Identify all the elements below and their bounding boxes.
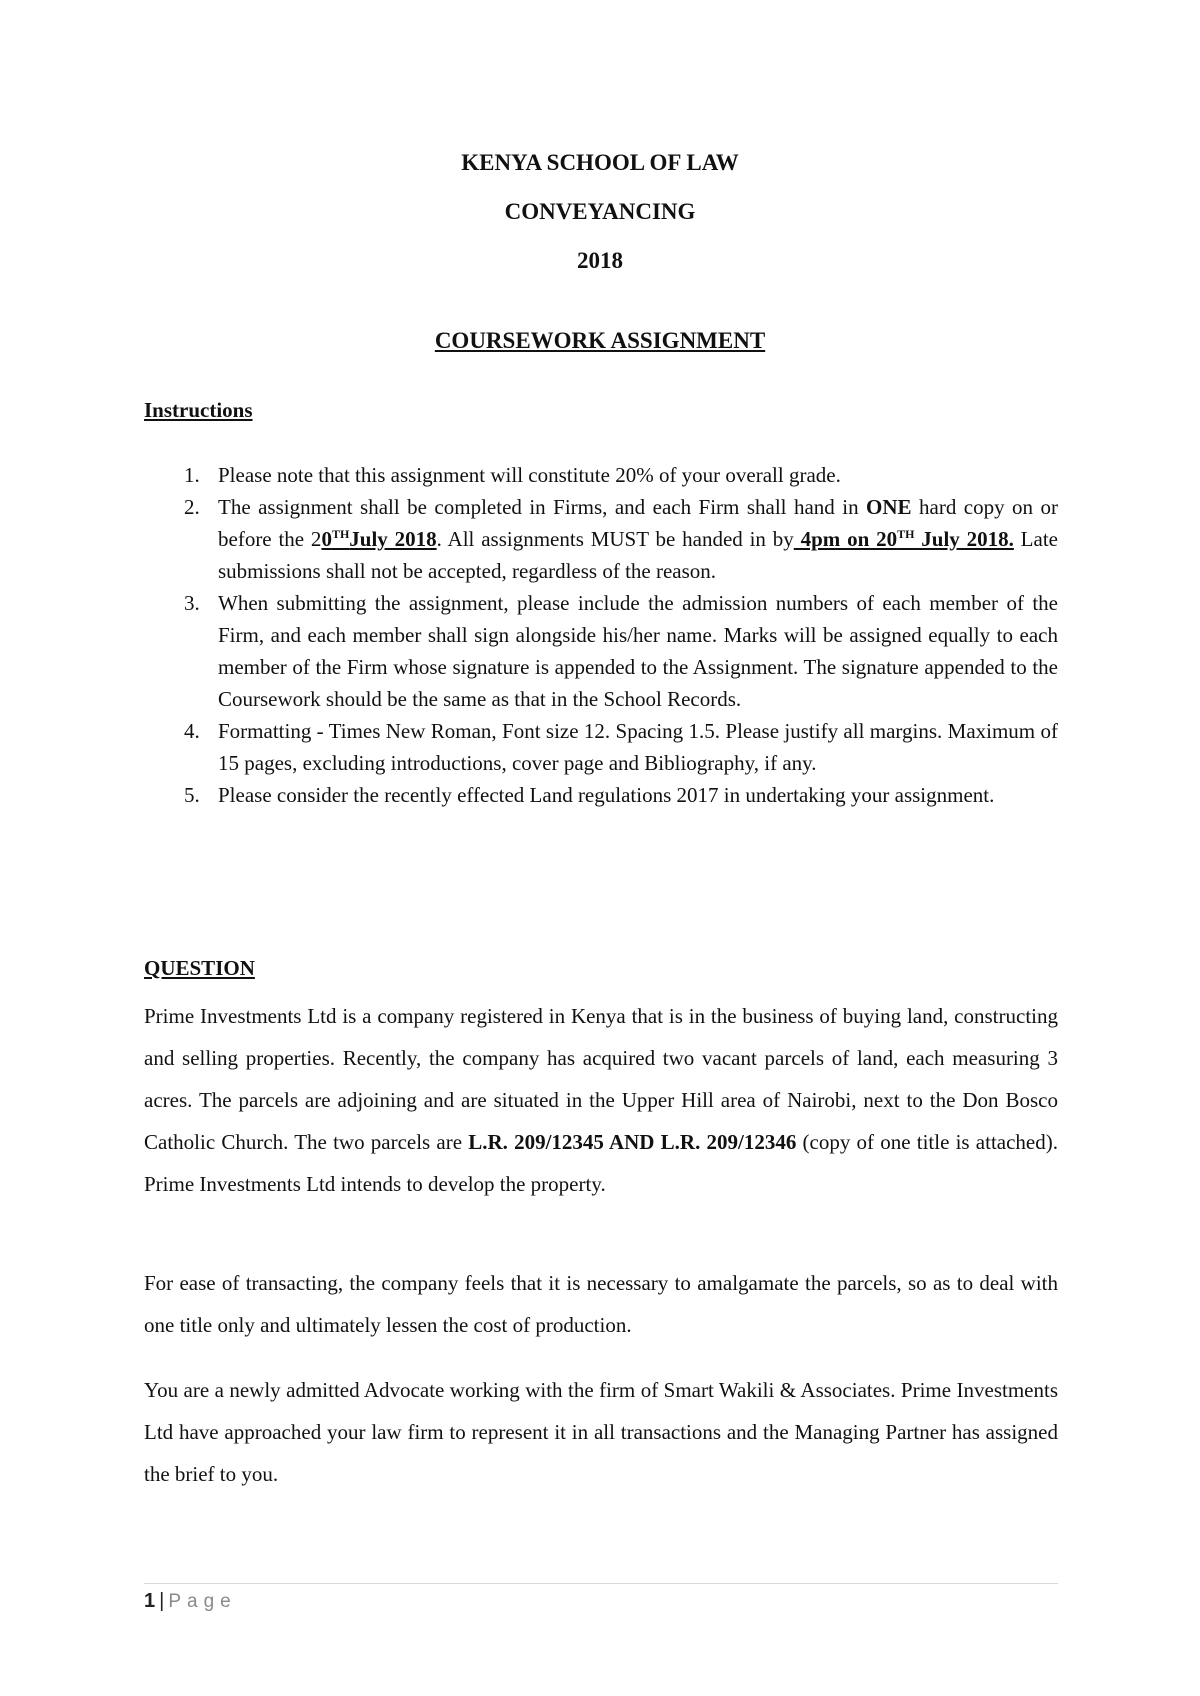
instruction-item-5 xyxy=(144,779,1058,811)
instruction-text-part: . All assignments MUST be handed in by xyxy=(436,527,794,551)
instruction-text-part: hard copy on or before the 2 xyxy=(218,495,1058,551)
date-suffix: TH xyxy=(331,527,350,541)
instruction-text: Please note that this assignment will constitute 20% of your overall grade. xyxy=(218,463,841,487)
deadline-month: July 2018. xyxy=(914,527,1014,551)
instruction-text-part: The assignment shall be completed in Firms, and each Firm shall hand in xyxy=(218,495,867,519)
page-label: Page xyxy=(168,1591,237,1612)
instruction-number: 2. xyxy=(184,495,200,519)
instruction-number: 1. xyxy=(184,463,200,487)
instruction-item-4 xyxy=(144,715,1058,779)
paragraph-text: Prime Investments Ltd is a company registered in Kenya that is in the business of buying land, constructing and selling properties. Recently, the company has acquired two vacant parcels of land, each measuring 3 acres. The parcels are adjoining and are situated in the Upper Hill area of Nairobi, next to the Don Bosco Catholic Church. The two parcels are xyxy=(144,1004,1058,1154)
question-paragraph-2: For ease of transacting, the company feels that it is necessary to amalgamate the parcels, so as to deal with one title only and ultimately lessen the cost of production. xyxy=(144,1271,1058,1337)
footer-separator: | xyxy=(159,1590,165,1612)
paragraph-text: (copy of one title is attached). Prime Investments Ltd intends to develop the property. xyxy=(144,1130,1058,1196)
instruction-text-part: Late submissions shall not be accepted, regardless of the reason. xyxy=(218,527,1058,583)
instruction-text: Formatting - Times New Roman, Font size 12. Spacing 1.5. Please justify all margins. Maximum of 15 pages, excluding introductions, cover page and Bibliography, if any. xyxy=(218,719,1058,775)
instruction-number: 3. xyxy=(184,591,200,615)
year-title: 2018 xyxy=(577,248,623,273)
one-emphasis: ONE xyxy=(866,495,912,519)
date-month: July 2018 xyxy=(349,527,437,551)
page-footer xyxy=(144,1590,237,1613)
parcel-numbers: L.R. 209/12345 AND L.R. 209/12346 xyxy=(468,1130,797,1154)
deadline xyxy=(794,527,1014,551)
instruction-number: 4. xyxy=(184,719,200,743)
submission-date xyxy=(321,527,436,551)
assignment-title: COURSEWORK ASSIGNMENT xyxy=(434,328,766,353)
question-heading: QUESTION xyxy=(144,956,255,980)
instruction-item-2 xyxy=(144,491,1058,587)
instructions-list xyxy=(144,459,1058,811)
deadline-suffix: TH xyxy=(897,527,915,541)
instructions-heading: Instructions xyxy=(144,398,253,422)
question-paragraph-1 xyxy=(144,995,1058,1205)
instruction-number: 5. xyxy=(184,783,200,807)
date-digit: 0 xyxy=(321,527,332,551)
instruction-text: When submitting the assignment, please include the admission numbers of each member of the Firm, and each member shall sign alongside his/her name. Marks will be assigned equally to each member of the Firm whose signature is appended to the Assignment. The signature appended to the Coursework should be the same as that in the School Records. xyxy=(218,591,1058,711)
institution-title: KENYA SCHOOL OF LAW xyxy=(461,150,739,175)
page-number: 1 xyxy=(144,1590,156,1612)
deadline-time: 4pm on 20 xyxy=(793,527,898,551)
question-paragraph-3: You are a newly admitted Advocate working with the firm of Smart Wakili & Associates. Prime Investments Ltd have approached your law firm to represent it in all transactions and the Managing Partner has assigned the brief to you. xyxy=(144,1378,1058,1486)
course-title: CONVEYANCING xyxy=(504,199,696,224)
footer-divider xyxy=(144,1583,1058,1584)
instruction-item-1 xyxy=(144,459,1058,491)
instruction-text: Please consider the recently effected Land regulations 2017 in undertaking your assignment. xyxy=(218,783,995,807)
instruction-item-3 xyxy=(144,587,1058,715)
